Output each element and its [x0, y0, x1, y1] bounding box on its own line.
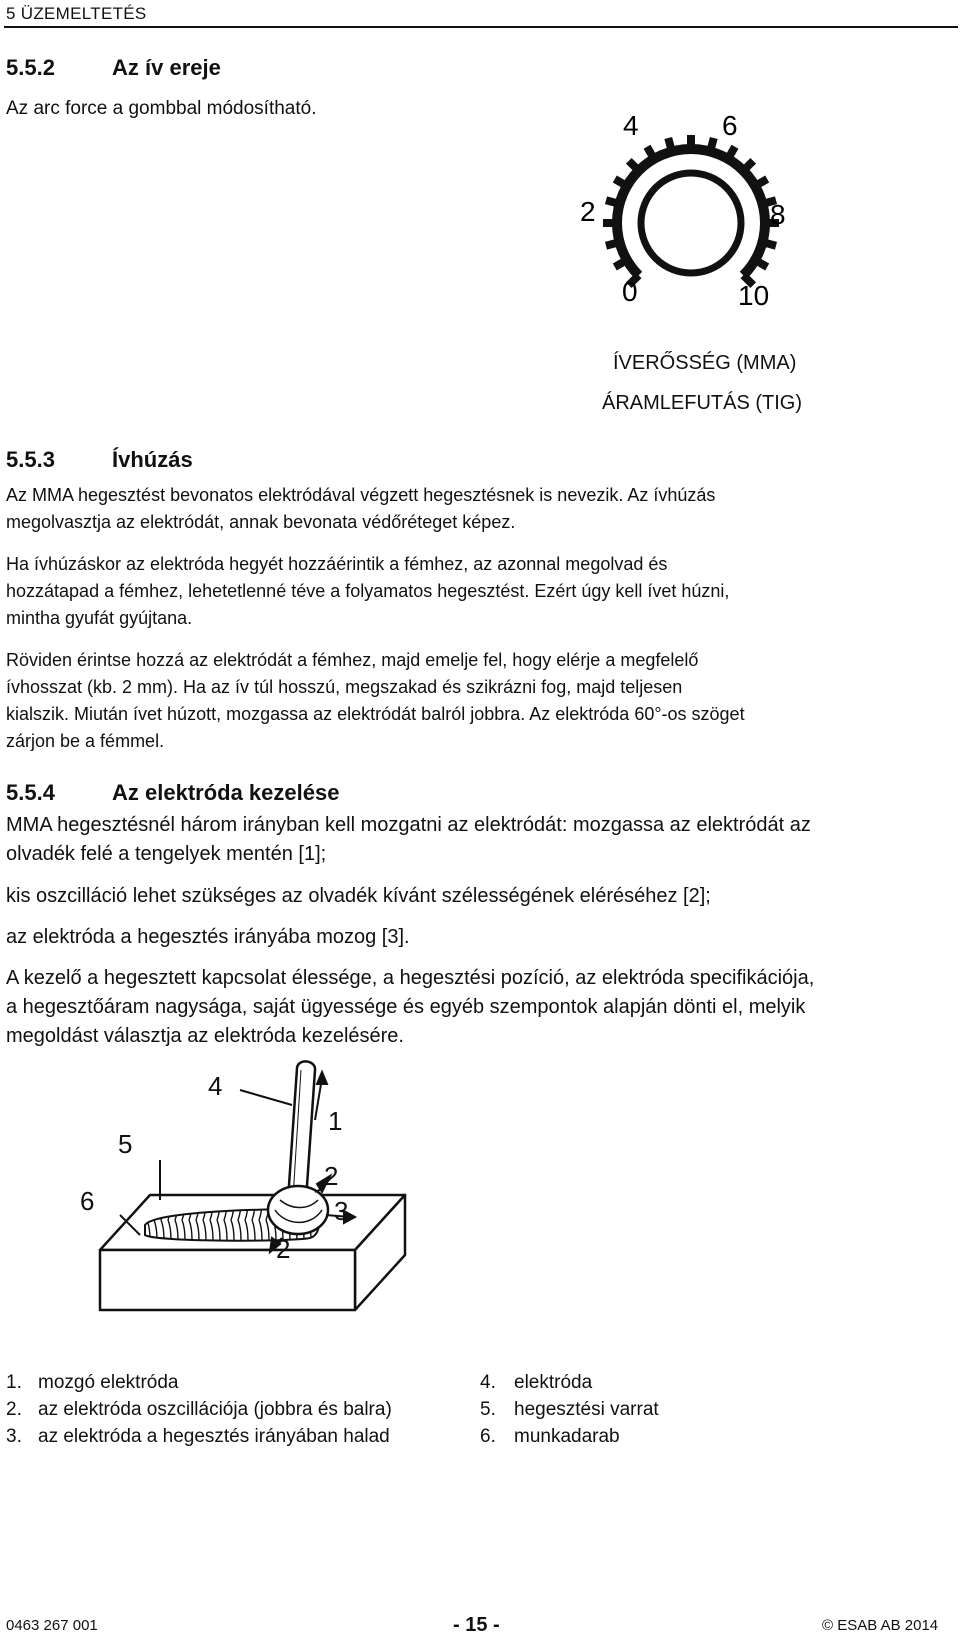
dial-caption-tig: ÁRAMLEFUTÁS (TIG) [602, 392, 803, 414]
legend-text: munkadarab [514, 1426, 620, 1447]
legend-text: hegesztési varrat [514, 1399, 659, 1420]
dial-label-4: 4 [623, 110, 639, 141]
text-line: Röviden érintse hozzá az elektródát a fémhez, majd emelje fel, hogy elérje a megfelelő [6, 650, 699, 670]
paragraph-mma-intro [6, 482, 956, 536]
text-line: mintha gyufát gyújtana. [6, 608, 193, 628]
section-heading-552 [6, 55, 221, 81]
text-line: ívhosszat (kb. 2 mm). Ha az ív túl hosszú, megszakad és szikrázni fog, majd teljesen [6, 677, 683, 697]
dial-label-8: 8 [770, 199, 786, 230]
header-rule [4, 26, 958, 28]
text-line: A kezelő a hegesztett kapcsolat élessége, a hegesztési pozíció, az elektróda specifikációja, [6, 967, 815, 989]
text-line: zárjon be a fémmel. [6, 731, 165, 751]
dial-caption-mma: ÍVERŐSSÉG (MMA) [613, 352, 797, 374]
figure-label-1: 1 [328, 1106, 343, 1136]
dial-notch [743, 161, 753, 171]
text-line: MMA hegesztésnél három irányban kell mozgatni az elektródát: mozgassa az elektródát az [6, 814, 811, 836]
dial-notch [710, 138, 714, 152]
melt-pool [268, 1186, 328, 1234]
figure-label-3: 3 [334, 1196, 349, 1226]
text-line: olvadék felé a tengelyek mentén [1]; [6, 843, 327, 865]
paragraph-arc-strike [6, 551, 956, 632]
section-title: Az elektróda kezelése [112, 780, 340, 805]
figure-label-2-upper: 2 [324, 1161, 339, 1191]
dial-label-10: 10 [738, 280, 770, 311]
text-line: Ha ívhúzáskor az elektróda hegyét hozzáérintik a fémhez, az azonnal megolvad és [6, 554, 668, 574]
paragraph-travel-direction: az elektróda a hegesztés irányába mozog [3]. [6, 926, 410, 948]
text-line: Az MMA hegesztést bevonatos elektródával végzett hegesztésnek is nevezik. Az ívhúzás [6, 485, 716, 505]
figure-label-4: 4 [208, 1071, 223, 1101]
page-header: 5 ÜZEMELTETÉS [6, 4, 147, 23]
section-heading-554 [6, 780, 339, 806]
dial-notch [606, 200, 620, 204]
workpiece-front [100, 1250, 355, 1310]
paragraph-electrode-directions [6, 811, 956, 869]
dial-notch [629, 161, 639, 171]
dial-label-2: 2 [580, 196, 596, 227]
legend-text: az elektróda a hegesztés irányában halad [38, 1426, 390, 1447]
legend-number: 1. [6, 1372, 22, 1393]
dial-label-6: 6 [722, 110, 738, 141]
dial-notch [668, 138, 672, 152]
figure-label-2-lower: 2 [276, 1234, 291, 1264]
section-heading-553 [6, 447, 193, 473]
paragraph-operator-choice [6, 964, 956, 1051]
text-line: megoldást választja az elektróda kezelésére. [6, 1025, 404, 1047]
dial-label-0: 0 [622, 276, 638, 307]
section-title: Ívhúzás [112, 447, 193, 472]
electrode-handling-figure [60, 1060, 420, 1360]
legend-number: 3. [6, 1426, 22, 1447]
text-line: kialszik. Miután ívet húzott, mozgassa az elektródát balról jobbra. Az elektróda 60°-os szöget [6, 704, 745, 724]
footer-page-number: - 15 - [453, 1614, 500, 1636]
figure-label-6: 6 [80, 1186, 95, 1216]
section-number: 5.5.4 [6, 780, 55, 805]
text-line: a hegesztőáram nagysága, saját ügyessége és egyéb szempontok alapján dönti el, melyik [6, 996, 806, 1018]
dial-notch [606, 242, 620, 246]
legend-text: elektróda [514, 1372, 593, 1393]
paragraph-oscillation: kis oszcilláció lehet szükséges az olvadék kívánt szélességének eléréséhez [2]; [6, 885, 711, 907]
legend-text: az elektróda oszcillációja (jobbra és balra) [38, 1399, 392, 1420]
figure-label-5: 5 [118, 1129, 133, 1159]
legend-number: 2. [6, 1399, 22, 1420]
footer-doc-number: 0463 267 001 [6, 1617, 98, 1634]
legend-number: 6. [480, 1426, 496, 1447]
paragraph-arc-force: Az arc force a gombbal módosítható. [6, 98, 317, 119]
legend-number: 4. [480, 1372, 496, 1393]
leader-4 [240, 1090, 292, 1105]
dial-knob [641, 173, 741, 273]
text-line: hozzátapad a fémhez, lehetetlenné téve a folyamatos hegesztést. Ezért úgy kell ívet húzni, [6, 581, 730, 601]
electrode-rod [288, 1061, 315, 1200]
dial-notch [762, 242, 776, 246]
legend-number: 5. [480, 1399, 496, 1420]
footer-copyright: © ESAB AB 2014 [822, 1617, 939, 1634]
section-number: 5.5.3 [6, 447, 55, 472]
paragraph-arc-technique [6, 647, 956, 755]
arrow-1-head [317, 1072, 327, 1084]
text-line: megolvasztja az elektródát, annak bevonata védőréteget képez. [6, 512, 516, 532]
legend-text: mozgó elektróda [38, 1372, 179, 1393]
section-number: 5.5.2 [6, 55, 55, 80]
arc-force-dial-figure [570, 105, 820, 320]
section-title: Az ív ereje [112, 55, 221, 80]
